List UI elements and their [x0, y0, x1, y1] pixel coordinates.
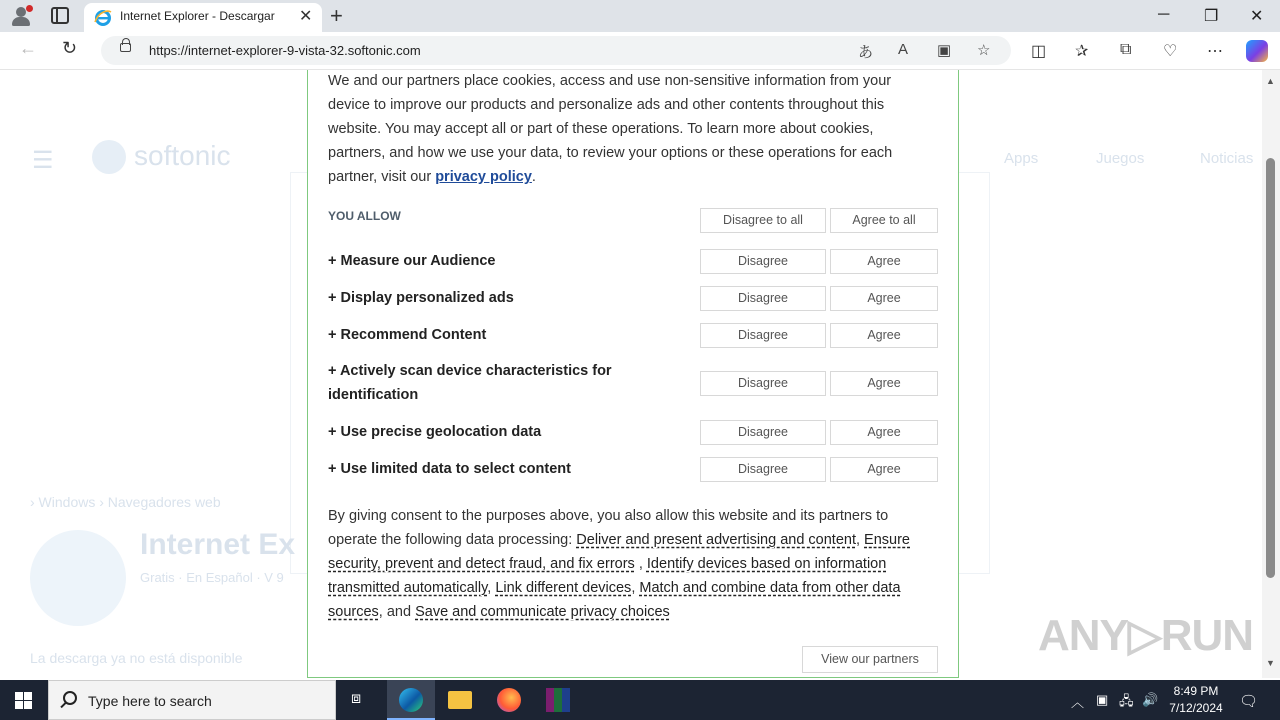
cookie-consent-dialog [307, 70, 959, 678]
search-placeholder: Type here to search [88, 693, 212, 709]
url-text[interactable]: https://internet-explorer-9-vista-32.softonic.com [149, 43, 421, 58]
file-explorer-icon[interactable] [436, 680, 484, 720]
tray-device-icon[interactable]: ▣ [1096, 692, 1109, 707]
read-aloud-icon[interactable]: A [898, 41, 909, 58]
browser-tab[interactable] [84, 3, 322, 32]
notifications-icon[interactable]: 🗨 [1239, 693, 1259, 710]
clock-date: 7/12/2024 [1169, 701, 1223, 715]
processing-link-link-devices[interactable]: Link different devices [495, 580, 632, 596]
processing-link-privacy-choices[interactable]: Save and communicate privacy choices [415, 604, 670, 620]
softonic-brand: softonic [134, 140, 231, 171]
purpose-limited-data[interactable]: + Use limited data to select content [328, 461, 571, 477]
purpose-measure-audience[interactable]: + Measure our Audience [328, 253, 496, 269]
agree-scan-device-button[interactable]: Agree [830, 371, 938, 396]
agree-geolocation-button[interactable]: Agree [830, 420, 938, 445]
clock-time: 8:49 PM [1173, 684, 1219, 698]
profile-avatar-icon[interactable] [9, 5, 33, 27]
disagree-personalized-ads-button[interactable]: Disagree [700, 286, 826, 311]
taskbar-clock[interactable] [1160, 683, 1232, 717]
favorites-icon[interactable]: ✰ [1075, 43, 1089, 60]
breadcrumb: › Windows › Navegadores web [30, 494, 221, 510]
more-menu-icon[interactable]: ⋯ [1207, 43, 1223, 60]
disagree-recommend-content-button[interactable]: Disagree [700, 323, 826, 348]
firefox-icon[interactable] [485, 680, 533, 720]
processing-intro: By giving consent to the purposes above, you also allow this website and its partners to operate the following data processing: [328, 508, 889, 548]
volume-icon[interactable]: 🔊 [1142, 692, 1159, 707]
taskbar-search-box[interactable] [48, 680, 336, 720]
tab-strip [0, 0, 1280, 32]
task-view-icon[interactable]: ⧈ [351, 690, 362, 707]
scroll-down-icon[interactable]: ▼ [1266, 658, 1275, 668]
agree-measure-audience-button[interactable]: Agree [830, 249, 938, 274]
copilot-icon[interactable] [1246, 40, 1268, 62]
purpose-geolocation[interactable]: + Use precise geolocation data [328, 424, 542, 440]
hamburger-menu-icon: ☰ [32, 147, 54, 174]
page-scrollbar[interactable] [1262, 70, 1280, 678]
address-bar[interactable] [101, 36, 1011, 65]
tray-chevron-icon[interactable]: ︿ [1071, 695, 1085, 710]
processing-link-advertising[interactable]: Deliver and present advertising and content [576, 532, 856, 548]
app-logo-icon [30, 530, 126, 626]
disagree-scan-device-button[interactable]: Disagree [700, 371, 826, 396]
privacy-policy-link[interactable]: privacy policy [435, 169, 532, 185]
close-window-icon[interactable]: ✕ [1250, 8, 1264, 25]
minimize-icon[interactable]: ─ [1158, 6, 1170, 23]
refresh-icon[interactable]: ↻ [62, 38, 78, 58]
browser-essentials-icon[interactable]: ♡ [1163, 43, 1178, 60]
data-processing-text: By giving consent to the purposes above, you also allow this website and its partners to operate the following data processing: Deliver and present advertising and content, Ensure security, prevent and detect fraud, and fix errors , Identify devices based on information transmitted automatically, Link different devices, Match and combine data from other data sources, and Save and communicate privacy choices [328, 508, 910, 620]
anyrun-watermark: ANY▷RUN [1038, 611, 1254, 660]
processing-link-security[interactable]: Ensure security, prevent and detect fraud, and fix errors [328, 532, 910, 572]
disagree-limited-data-button[interactable]: Disagree [700, 457, 826, 482]
processing-link-identify-devices[interactable]: Identify devices based on information transmitted automatically [328, 556, 887, 596]
windows-start-icon[interactable] [15, 692, 32, 709]
close-tab-icon[interactable]: ✕ [299, 8, 313, 25]
consent-intro: We and our partners place cookies, access and use non-sensitive information from your device to improve our products and personalize ads and other contents throughout this website. You may accept all or part of these operations. To learn more about cookies, partners, and how we use your data, to review your options or these operations for each partner, visit our privacy policy. [328, 73, 893, 185]
you-allow-heading: YOU ALLOW [328, 209, 401, 223]
consent-intro-text: We and our partners place cookies, access and use non-sensitive information from your device to improve our products and personalize ads and other contents throughout this website. You may accept all or part of these operations. To learn more about cookies, partners, and how we use your data, to review your options or these operations for each partner, visit our [328, 73, 893, 185]
lock-icon[interactable] [120, 43, 131, 52]
download-notice: La descarga ya no está disponible [30, 650, 243, 666]
winrar-icon[interactable] [534, 680, 582, 720]
purpose-personalized-ads[interactable]: + Display personalized ads [328, 290, 514, 306]
search-icon [63, 691, 77, 705]
agree-personalized-ads-button[interactable]: Agree [830, 286, 938, 311]
translate-icon[interactable]: あ [858, 44, 874, 61]
processing-and: and [386, 604, 412, 620]
disagree-geolocation-button[interactable]: Disagree [700, 420, 826, 445]
tab-title: Internet Explorer - Descargar [120, 9, 275, 23]
ie-favicon-icon [94, 9, 112, 27]
collections-icon[interactable]: ⧉ [1120, 41, 1132, 58]
windows-taskbar [0, 680, 1280, 720]
purpose-recommend-content[interactable]: + Recommend Content [328, 327, 487, 343]
app-title: Internet Ex [140, 528, 296, 561]
back-arrow-icon[interactable]: ← [19, 38, 37, 58]
browser-toolbar [0, 32, 1280, 70]
nav-apps: Apps [1004, 150, 1039, 167]
edge-taskbar-icon[interactable] [387, 680, 435, 720]
new-tab-icon[interactable]: + [330, 3, 343, 28]
tab-actions-icon[interactable] [51, 7, 69, 24]
softonic-logo-icon [92, 140, 126, 174]
agree-recommend-content-button[interactable]: Agree [830, 323, 938, 348]
nav-juegos: Juegos [1096, 150, 1145, 167]
scroll-up-icon[interactable]: ▲ [1266, 76, 1275, 86]
agree-to-all-button[interactable]: Agree to all [830, 208, 938, 233]
favorite-star-icon[interactable]: ☆ [977, 42, 991, 59]
agree-limited-data-button[interactable]: Agree [830, 457, 938, 482]
maximize-icon[interactable]: ❐ [1204, 8, 1219, 25]
disagree-measure-audience-button[interactable]: Disagree [700, 249, 826, 274]
disagree-to-all-button[interactable]: Disagree to all [700, 208, 826, 233]
immersive-reader-icon[interactable]: ▣ [937, 42, 952, 59]
app-subtitle: Gratis · En Español · V 9 [140, 570, 284, 585]
network-icon[interactable]: 🖧 [1119, 693, 1134, 708]
processing-link-match-data[interactable]: Match and combine data from other data sources [328, 580, 901, 620]
split-screen-icon[interactable]: ◫ [1031, 43, 1047, 60]
scrollbar-thumb[interactable] [1266, 158, 1275, 578]
view-partners-button[interactable]: View our partners [802, 646, 938, 673]
purpose-scan-device[interactable]: + Actively scan device characteristics for identification [328, 363, 612, 403]
nav-noticias: Noticias [1200, 150, 1254, 167]
